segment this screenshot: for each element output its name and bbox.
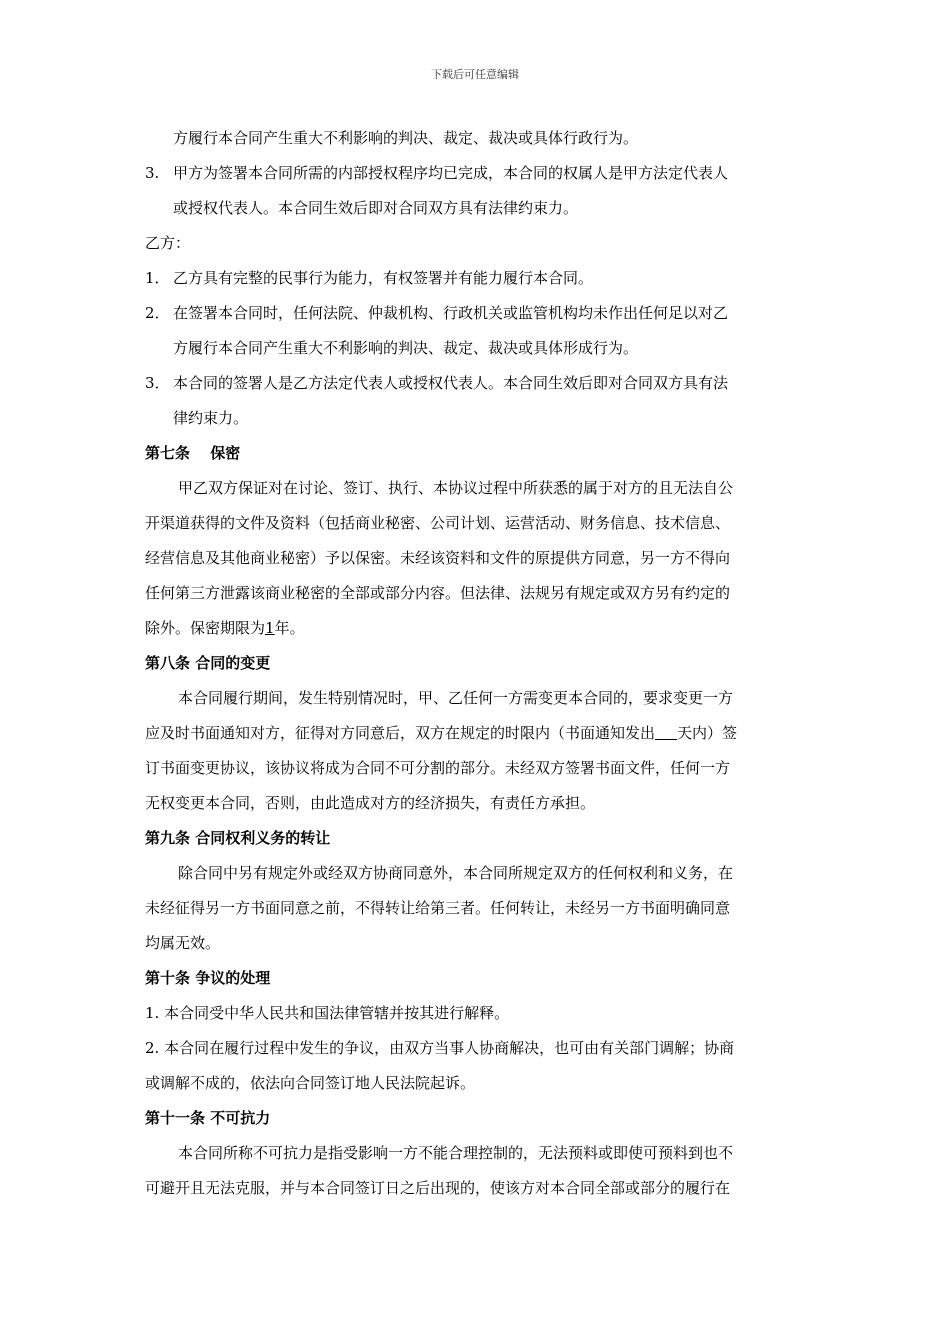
article10-heading: 第十条 争议的处理: [145, 969, 271, 987]
article8-line: 订书面变更协议，该协议将成为合同不可分割的部分。未经双方签署书面文件，任何一方: [145, 759, 731, 777]
list-text: 在签署本合同时，任何法院、仲裁机构、行政机关或监管机构均未作出任何足以对乙: [173, 304, 729, 322]
article11-heading: 第十一条 不可抗力: [145, 1109, 271, 1127]
article9-line: 均属无效。: [145, 934, 221, 952]
party-b-item2-continuation: 方履行本合同产生重大不利影响的判决、裁定、裁决或具体形成行为。: [173, 339, 639, 357]
article7-heading: 第七条 保密: [145, 444, 241, 462]
party-b-item3: [145, 366, 807, 401]
article7-line: 经营信息及其他商业秘密）予以保密。未经该资料和文件的原提供方同意，另一方不得向: [145, 549, 731, 567]
days-blank-field: [655, 725, 677, 740]
article7-line: 任何第三方泄露该商业秘密的全部或部分内容。但法律、法规另有规定或双方另有约定的: [145, 584, 731, 602]
page-header-note: 下载后可任意编辑: [431, 68, 519, 81]
list-number: 1．: [145, 269, 170, 287]
party-a-item3: [145, 156, 807, 191]
article8-line: 本合同履行期间，发生特别情况时，甲、乙任何一方需变更本合同的，要求变更一方: [178, 689, 734, 707]
article7-last-suffix: 年。: [274, 619, 305, 637]
article11-line: 本合同所称不可抗力是指受影响一方不能合理控制的，无法预料或即使可预料到也不: [178, 1144, 734, 1162]
list-text: 本合同的签署人是乙方法定代表人或授权代表人。本合同生效后即对合同双方具有法: [173, 374, 729, 392]
article8-line2-suffix: 天内）签: [677, 724, 738, 742]
list-number: 3.: [145, 164, 160, 182]
list-number: 2．: [145, 304, 170, 322]
article10-item1: 1. 本合同受中华人民共和国法律管辖并按其进行解释。: [145, 1004, 510, 1022]
article9-heading: 第九条 合同权利义务的转让: [145, 829, 331, 847]
article8-line2-prefix: 应及时书面通知对方，征得对方同意后，双方在规定的时限内（书面通知发出: [145, 724, 656, 742]
article7-last-prefix: 除外。保密期限为: [145, 619, 266, 637]
article8-line: 无权变更本合同，否则，由此造成对方的经济损失，有责任方承担。: [145, 794, 596, 812]
party-b-item3-continuation: 律约束力。: [173, 409, 249, 427]
list-number: 3．: [145, 374, 170, 392]
article8-heading: 第八条 合同的变更: [145, 654, 271, 672]
document-body: [145, 121, 807, 1206]
article7-line: 开渠道获得的文件及资料（包括商业秘密、公司计划、运营活动、财务信息、技术信息、: [145, 514, 731, 532]
list-text: 甲方为签署本合同所需的内部授权程序均已完成，本合同的权属人是甲方法定代表人: [173, 164, 729, 182]
party-b-item2: [145, 296, 807, 331]
party-b-item1: [145, 261, 807, 296]
article10-item2-continuation: 或调解不成的，依法向合同签订地人民法院起诉。: [145, 1074, 476, 1092]
article10-item2: 2. 本合同在履行过程中发生的争议，由双方当事人协商解决，也可由有关部门调解；协商: [145, 1039, 735, 1057]
article7-last-line: [145, 611, 807, 646]
article7-line: 甲乙双方保证对在讨论、签订、执行、本协议过程中所获悉的属于对方的且无法自公: [178, 479, 734, 497]
list-text: 乙方具有完整的民事行为能力，有权签署并有能力履行本合同。: [173, 269, 594, 287]
confidentiality-term-value: 1: [265, 619, 275, 637]
article11-line: 可避开且无法克服，并与本合同签订日之后出现的，使该方对本合同全部或部分的履行在: [145, 1179, 731, 1197]
party-a-item2-continuation: 方履行本合同产生重大不利影响的判决、裁定、裁决或具体行政行为。: [173, 129, 639, 147]
article9-line: 未经征得另一方书面同意之前，不得转让给第三者。任何转让，未经另一方书面明确同意: [145, 899, 731, 917]
article9-line: 除合同中另有规定外或经双方协商同意外，本合同所规定双方的任何权利和义务，在: [178, 864, 734, 882]
party-a-item3-continuation: 或授权代表人。本合同生效后即对合同双方具有法律约束力。: [173, 199, 579, 217]
party-b-label: 乙方：: [145, 234, 191, 252]
article8-line-with-blank: [145, 716, 807, 751]
